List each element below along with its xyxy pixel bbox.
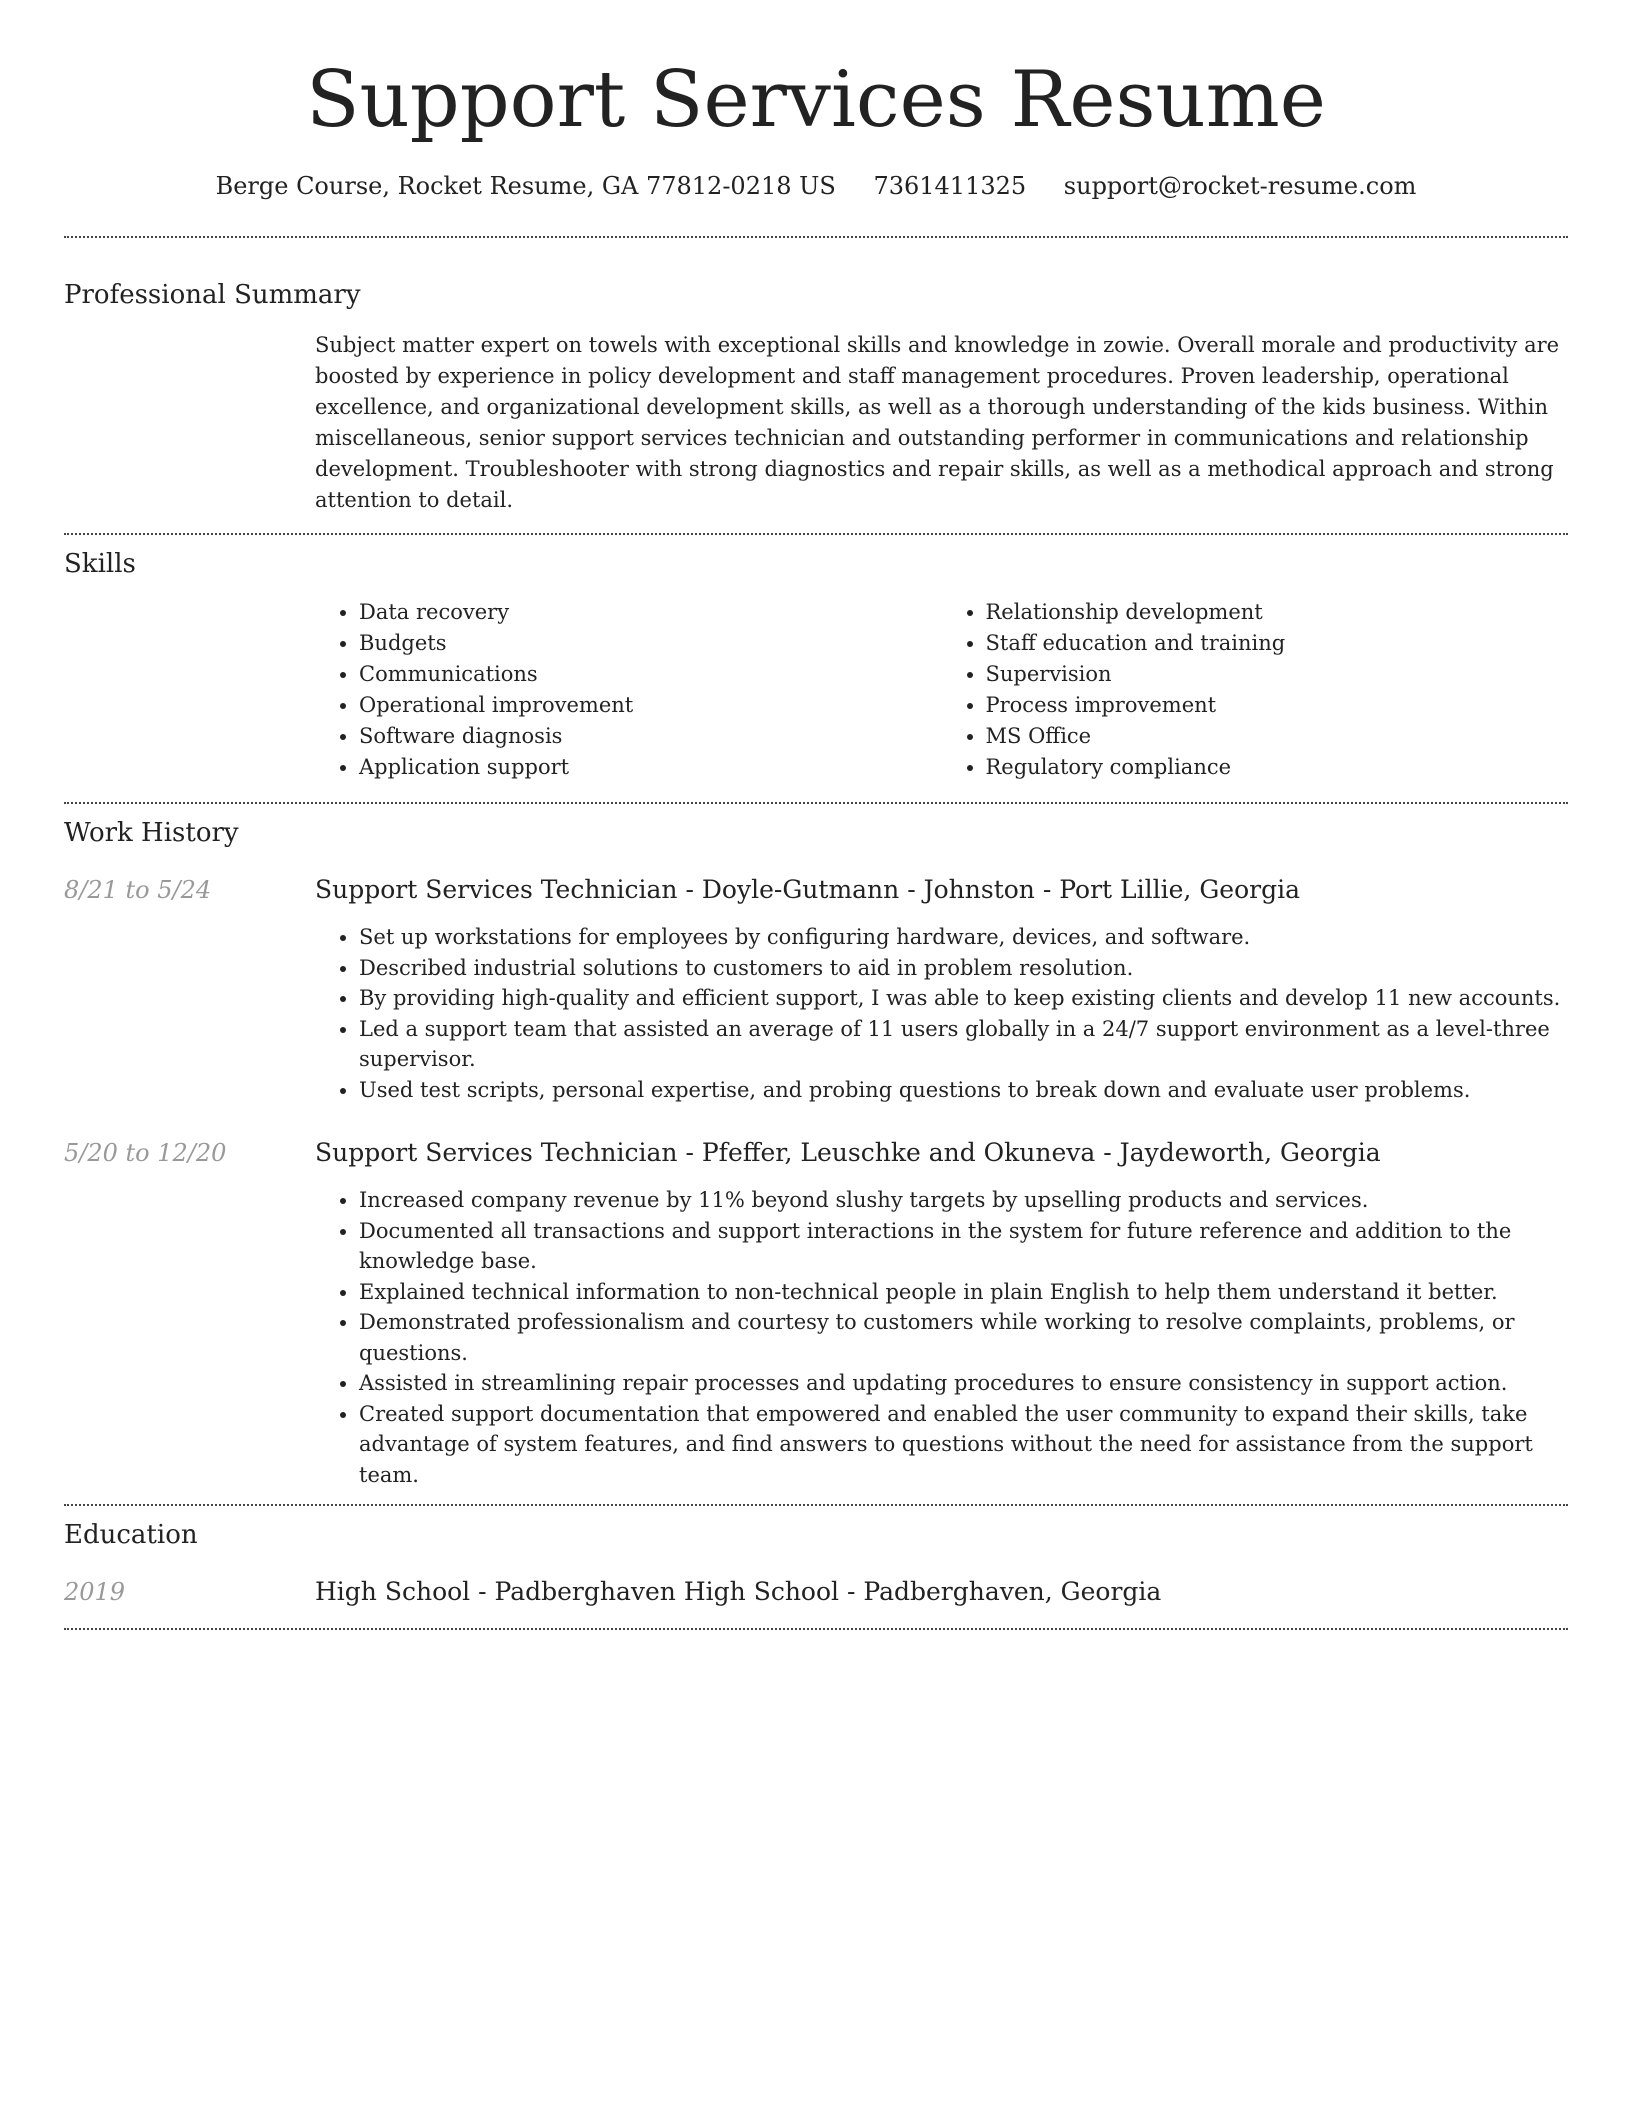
skills-column-left: [315, 597, 942, 783]
job-bullet: • By providing high-quality and efficient support, I was able to keep existing clients and develop 11 new accounts.: [359, 983, 1568, 1014]
education-details: [315, 1576, 1568, 1608]
skill-item: • Regulatory compliance: [986, 752, 1569, 783]
skill-item: • Staff education and training: [986, 628, 1569, 659]
summary-body: [315, 330, 1568, 516]
education-date: 2019: [64, 1578, 126, 1606]
skills-column-right: [942, 597, 1569, 783]
job-bullet: • Described industrial solutions to customers to aid in problem resolution.: [359, 953, 1568, 984]
skill-item: • Operational improvement: [359, 690, 942, 721]
job-title: Support Services Technician - Pfeffer, Leuschke and Okuneva - Jaydeworth, Georgia: [315, 1138, 1381, 1167]
job-bullet: • Increased company revenue by 11% beyond slushy targets by upselling products and services.: [359, 1185, 1568, 1216]
section-heading-skills: Skills: [64, 549, 136, 579]
divider: [64, 1628, 1568, 1630]
job-bullet: • Used test scripts, personal expertise, and probing questions to break down and evaluate user problems.: [359, 1075, 1568, 1106]
skill-item: • Budgets: [359, 628, 942, 659]
skill-item: • Process improvement: [986, 690, 1569, 721]
education-title: High School - Padberghaven High School - Padberghaven, Georgia: [315, 1577, 1162, 1606]
section-heading-work: Work History: [64, 818, 239, 848]
job-date: 5/20 to 12/20: [64, 1139, 227, 1167]
contact-email: support@rocket-resume.com: [1063, 172, 1417, 200]
contact-address: Berge Course, Rocket Resume, GA 77812-0218 US: [215, 172, 836, 200]
job-title: Support Services Technician - Doyle-Gutmann - Johnston - Port Lillie, Georgia: [315, 875, 1300, 904]
skill-item: • MS Office: [986, 721, 1569, 752]
skill-item: • Supervision: [986, 659, 1569, 690]
section-heading-summary: Professional Summary: [64, 280, 361, 310]
skills-list: [315, 597, 1568, 783]
job-bullet: • Documented all transactions and support interactions in the system for future reference and addition to the knowledge base.: [359, 1216, 1568, 1277]
skills-section: [64, 535, 1568, 783]
job-bullet: • Led a support team that assisted an average of 11 users globally in a 24/7 support environment as a level-three supervisor.: [359, 1014, 1568, 1075]
resume-title: Support Services Resume: [306, 55, 1326, 145]
job-bullet: • Explained technical information to non-technical people in plain English to help them understand it better.: [359, 1277, 1568, 1308]
job-date: 8/21 to 5/24: [64, 876, 212, 904]
job-bullets: [315, 1185, 1568, 1490]
skill-item: • Relationship development: [986, 597, 1569, 628]
summary-section: [64, 238, 1568, 516]
job-bullets: [315, 922, 1568, 1105]
skill-item: • Data recovery: [359, 597, 942, 628]
job-bullet: • Set up workstations for employees by configuring hardware, devices, and software.: [359, 922, 1568, 953]
contact-line: [64, 170, 1568, 202]
job-bullet: • Assisted in streamlining repair processes and updating procedures to ensure consistency in support action.: [359, 1368, 1568, 1399]
job-bullet: • Demonstrated professionalism and courtesy to customers while working to resolve complaints, problems, or questions.: [359, 1307, 1568, 1368]
education-section: [64, 1506, 1568, 1608]
job-entry: [64, 1137, 1568, 1490]
skill-item: • Application support: [359, 752, 942, 783]
contact-phone: 7361411325: [873, 172, 1027, 200]
section-heading-education: Education: [64, 1520, 198, 1550]
job-details: [315, 874, 1568, 1105]
education-entry: [64, 1576, 1568, 1608]
summary-text: Subject matter expert on towels with exceptional skills and knowledge in zowie. Overall morale and productivity are boosted by experience in policy development and staff management procedures. Proven leadership, operational excellence, and organizational development skills, as well as a thorough understanding of the kids business. Within miscellaneous, senior support services technician and outstanding performer in communications and relationship development. Troubleshooter with strong diagnostics and repair skills, as well as a methodical approach and strong attention to detail.: [315, 333, 1560, 512]
job-entry: [64, 874, 1568, 1105]
skill-item: • Communications: [359, 659, 942, 690]
job-bullet: • Created support documentation that empowered and enabled the user community to expand their skills, take advantage of system features, and find answers to questions without the need for assistance from the support team.: [359, 1399, 1568, 1491]
skill-item: • Software diagnosis: [359, 721, 942, 752]
work-section: [64, 804, 1568, 1490]
job-details: [315, 1137, 1568, 1490]
